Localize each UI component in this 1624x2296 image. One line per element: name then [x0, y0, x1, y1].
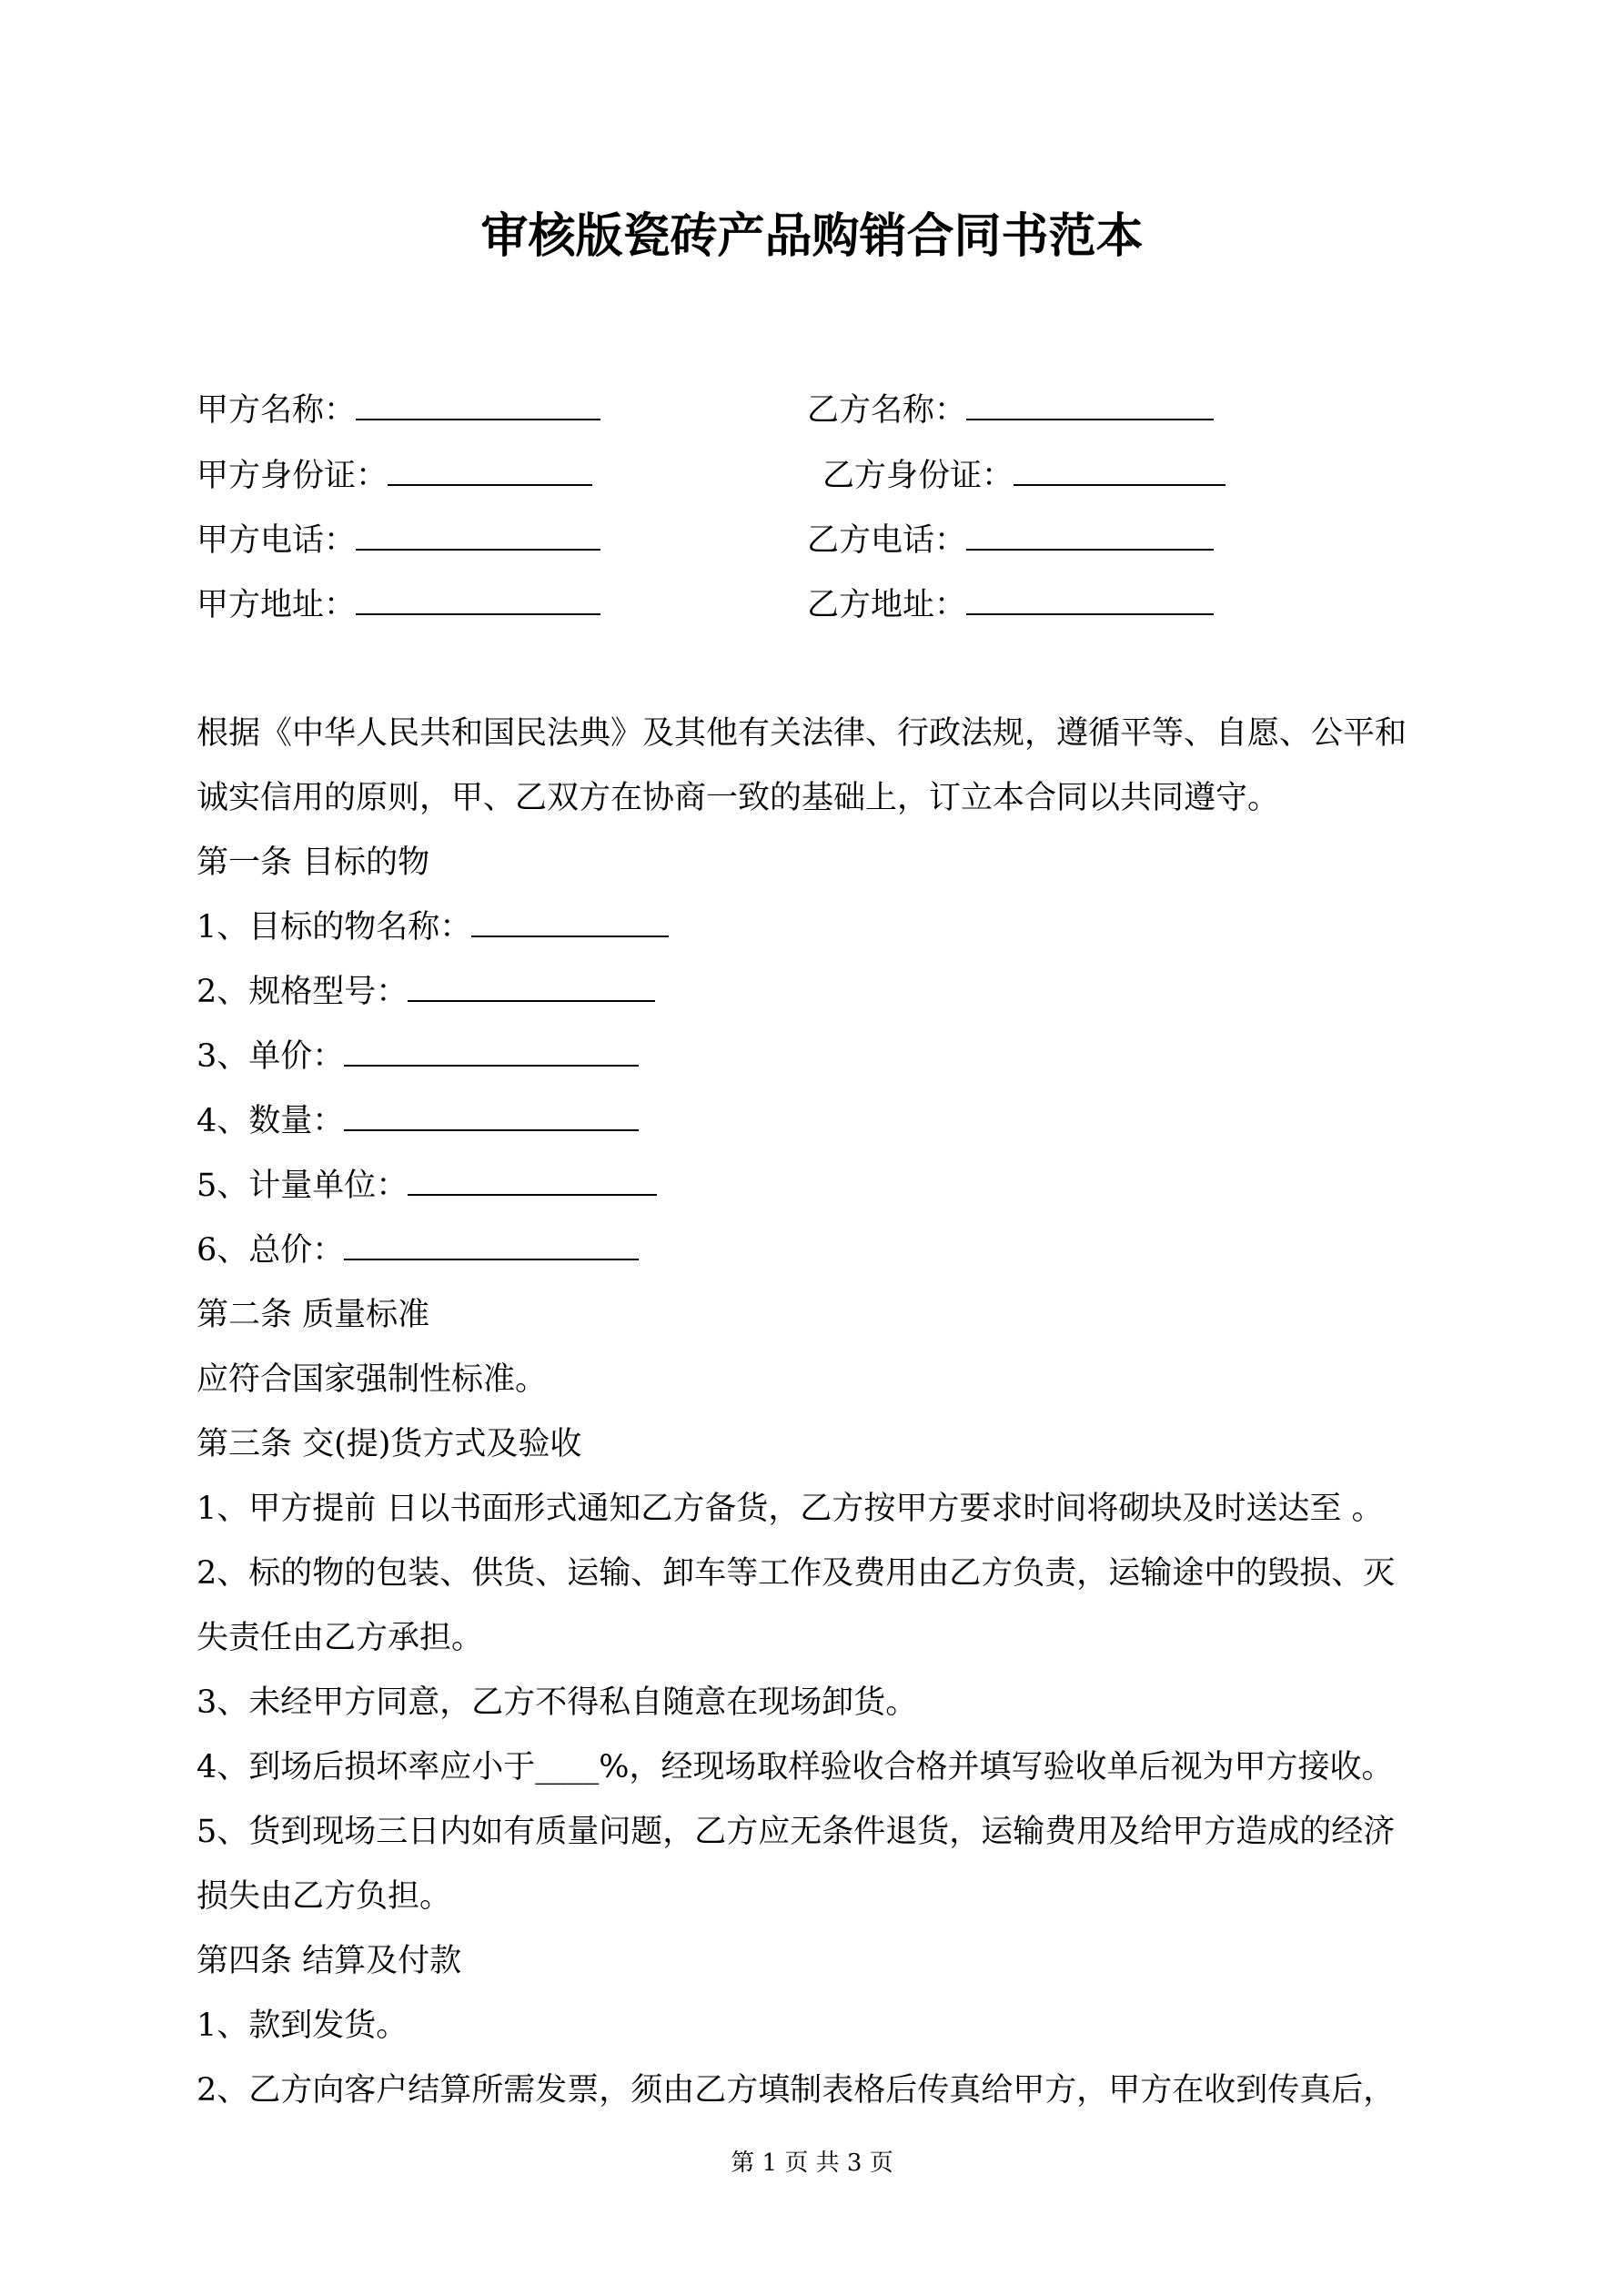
blank-line	[388, 451, 592, 486]
blank-line	[1014, 451, 1226, 486]
party-b-phone-field	[807, 516, 1214, 563]
blank-line	[471, 903, 669, 937]
blank-line	[408, 1161, 657, 1196]
contract-body	[197, 702, 1443, 2123]
party-a-phone-field	[197, 516, 600, 563]
paragraph: 诚实信用的原则，甲、乙双方在协商一致的基础上，订立本合同以共同遵守。	[197, 780, 1280, 816]
paragraph: 2、乙方向客户结算所需发票，须由乙方填制表格后传真给甲方，甲方在收到传真后，	[197, 2072, 1396, 2109]
blank-line	[344, 1226, 639, 1260]
label: 甲方地址：	[197, 587, 357, 623]
blank-line	[356, 581, 600, 615]
page-number: 第 1 页 共 3 页	[731, 2149, 893, 2177]
label: 甲方电话：	[197, 522, 357, 559]
blank-line	[356, 516, 600, 551]
paragraph: 5、货到现场三日内如有质量问题，乙方应无条件退货，运输费用及给甲方造成的经济	[197, 1814, 1396, 1850]
article-heading: 第三条 交(提)货方式及验收	[197, 1426, 582, 1462]
paragraph: 损失由乙方负担。	[197, 1878, 452, 1915]
item	[197, 960, 1443, 1025]
item	[197, 1219, 1443, 1283]
party-b-id-field	[822, 451, 1226, 499]
party-b-name-field	[807, 386, 1214, 433]
label: 5、计量单位：	[197, 1168, 409, 1204]
item	[197, 1089, 1443, 1154]
blank-line	[356, 386, 600, 420]
blank-line: ____	[535, 1749, 600, 1785]
text: 4、到场后损坏率应小于	[197, 1749, 536, 1785]
article-heading: 第二条 质量标准	[197, 1297, 430, 1333]
paragraph: 1、甲方提前 日以书面形式通知乙方备货，乙方按甲方要求时间将砌块及时送达至 。	[197, 1491, 1384, 1527]
party-a-name-field	[197, 386, 600, 433]
paragraph: 根据《中华人民共和国民法典》及其他有关法律、行政法规，遵循平等、自愿、公平和	[197, 715, 1407, 752]
text: %，经现场取样验收合格并填写验收单后视为甲方接收。	[599, 1749, 1394, 1785]
document-title: 审核版瓷砖产品购销合同书范本	[480, 208, 1144, 264]
blank-line	[966, 581, 1214, 615]
item	[197, 1025, 1443, 1089]
paragraph: 3、未经甲方同意，乙方不得私自随意在现场卸货。	[197, 1684, 918, 1721]
item	[197, 1154, 1443, 1219]
article-heading: 第四条 结算及付款	[197, 1943, 462, 1979]
blank-line	[408, 967, 655, 1002]
label: 乙方电话：	[807, 522, 967, 559]
label: 2、规格型号：	[197, 974, 409, 1010]
label: 6、总价：	[197, 1232, 345, 1269]
paragraph	[197, 1735, 1443, 1800]
party-a-id-field	[197, 451, 592, 499]
paragraph: 失责任由乙方承担。	[197, 1620, 484, 1656]
blank-line	[966, 386, 1214, 420]
label: 乙方地址：	[807, 587, 967, 623]
paragraph: 应符合国家强制性标准。	[197, 1361, 548, 1398]
item	[197, 895, 1443, 960]
label: 4、数量：	[197, 1103, 345, 1139]
blank-line	[966, 516, 1214, 551]
paragraph: 1、款到发货。	[197, 2008, 409, 2044]
blank-line	[344, 1097, 639, 1131]
label: 3、单价：	[197, 1038, 345, 1075]
label: 1、目标的物名称：	[197, 909, 472, 946]
party-a-address-field	[197, 581, 600, 628]
blank-line	[344, 1032, 639, 1067]
label: 甲方身份证：	[197, 458, 388, 494]
paragraph: 2、标的物的包装、供货、运输、卸车等工作及费用由乙方负责，运输途中的毁损、灭	[197, 1555, 1396, 1592]
label: 乙方身份证：	[822, 458, 1014, 494]
label: 甲方名称：	[197, 392, 357, 429]
label: 乙方名称：	[807, 392, 967, 429]
party-b-address-field	[807, 581, 1214, 628]
article-heading: 第一条 目标的物	[197, 845, 430, 881]
